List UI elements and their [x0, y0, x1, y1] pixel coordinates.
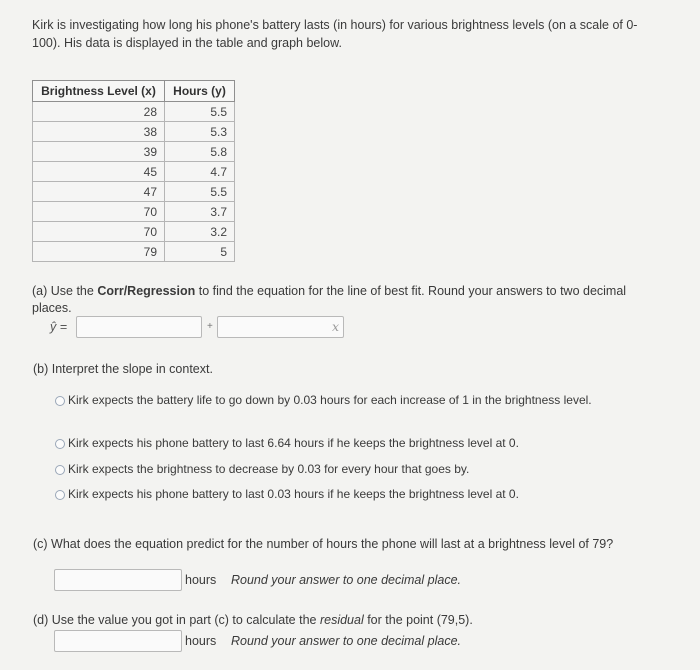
cell-y: 5.5 — [165, 182, 235, 202]
cell-x: 39 — [33, 142, 165, 162]
radio-option-2[interactable] — [55, 439, 65, 449]
cell-x: 79 — [33, 242, 165, 262]
prediction-input[interactable] — [54, 569, 182, 591]
part-c-unit: hours — [185, 573, 217, 587]
part-c-prompt: (c) What does the equation predict for the number of hours the phone will last at a brightness level of 79? — [33, 537, 614, 551]
part-d-prompt-pre: (d) Use the value you got in part (c) to calculate the — [33, 613, 320, 627]
table-header-row — [33, 81, 235, 102]
cell-x: 70 — [33, 222, 165, 242]
table-row — [33, 242, 235, 262]
table-row — [33, 202, 235, 222]
cell-x: 28 — [33, 102, 165, 122]
part-a-prompt-bold: Corr/Regression — [97, 284, 196, 298]
part-a-prompt-post: to find the equation for the line of best fit. Round your answers to two decimal places. — [32, 284, 627, 315]
intercept-input[interactable] — [76, 316, 202, 338]
radio-option-3[interactable] — [55, 465, 65, 475]
x-variable-label: x — [331, 319, 339, 334]
table-row — [33, 122, 235, 142]
option-3-label[interactable]: Kirk expects the brightness to decrease by 0.03 for every hour that goes by. — [68, 462, 470, 476]
table-row — [33, 162, 235, 182]
cell-x: 47 — [33, 182, 165, 202]
part-d-prompt-post: for the point (79,5). — [363, 613, 473, 627]
intro-text: Kirk is investigating how long his phone's battery lasts (in hours) for various brightness levels (on a scale of 0-100). His data is displayed in the table and graph below. — [32, 18, 638, 50]
table-row — [33, 102, 235, 122]
slope-input[interactable] — [217, 316, 344, 338]
radio-option-4[interactable] — [55, 490, 65, 500]
cell-y: 5.8 — [165, 142, 235, 162]
radio-option-1[interactable] — [55, 396, 65, 406]
cell-y: 3.7 — [165, 202, 235, 222]
cell-y: 5.3 — [165, 122, 235, 142]
yhat-label: ŷ = — [50, 320, 68, 334]
column-header-hours: Hours (y) — [165, 81, 235, 102]
option-4-label[interactable]: Kirk expects his phone battery to last 0.03 hours if he keeps the brightness level at 0. — [68, 487, 519, 501]
part-a-prompt — [32, 283, 632, 317]
part-c-hint: Round your answer to one decimal place. — [231, 573, 461, 587]
cell-x: 45 — [33, 162, 165, 182]
column-header-brightness: Brightness Level (x) — [33, 81, 165, 102]
plus-sign: + — [207, 321, 213, 332]
cell-x: 70 — [33, 202, 165, 222]
table-row — [33, 222, 235, 242]
option-1-label[interactable]: Kirk expects the battery life to go down by 0.03 hours for each increase of 1 in the brightness level. — [68, 393, 592, 407]
table-row — [33, 142, 235, 162]
cell-y: 5 — [165, 242, 235, 262]
table-row — [33, 182, 235, 202]
cell-y: 3.2 — [165, 222, 235, 242]
part-d-hint: Round your answer to one decimal place. — [231, 634, 461, 648]
part-a-prompt-pre: (a) Use the — [32, 284, 98, 298]
data-table — [32, 80, 235, 262]
part-d-prompt-italic: residual — [319, 613, 364, 627]
part-d-prompt — [33, 612, 633, 629]
cell-x: 38 — [33, 122, 165, 142]
cell-y: 5.5 — [165, 102, 235, 122]
residual-input[interactable] — [54, 630, 182, 652]
option-2-label[interactable]: Kirk expects his phone battery to last 6.64 hours if he keeps the brightness level at 0. — [68, 436, 519, 450]
part-d-unit: hours — [185, 634, 217, 648]
cell-y: 4.7 — [165, 162, 235, 182]
part-b-prompt: (b) Interpret the slope in context. — [33, 362, 213, 376]
